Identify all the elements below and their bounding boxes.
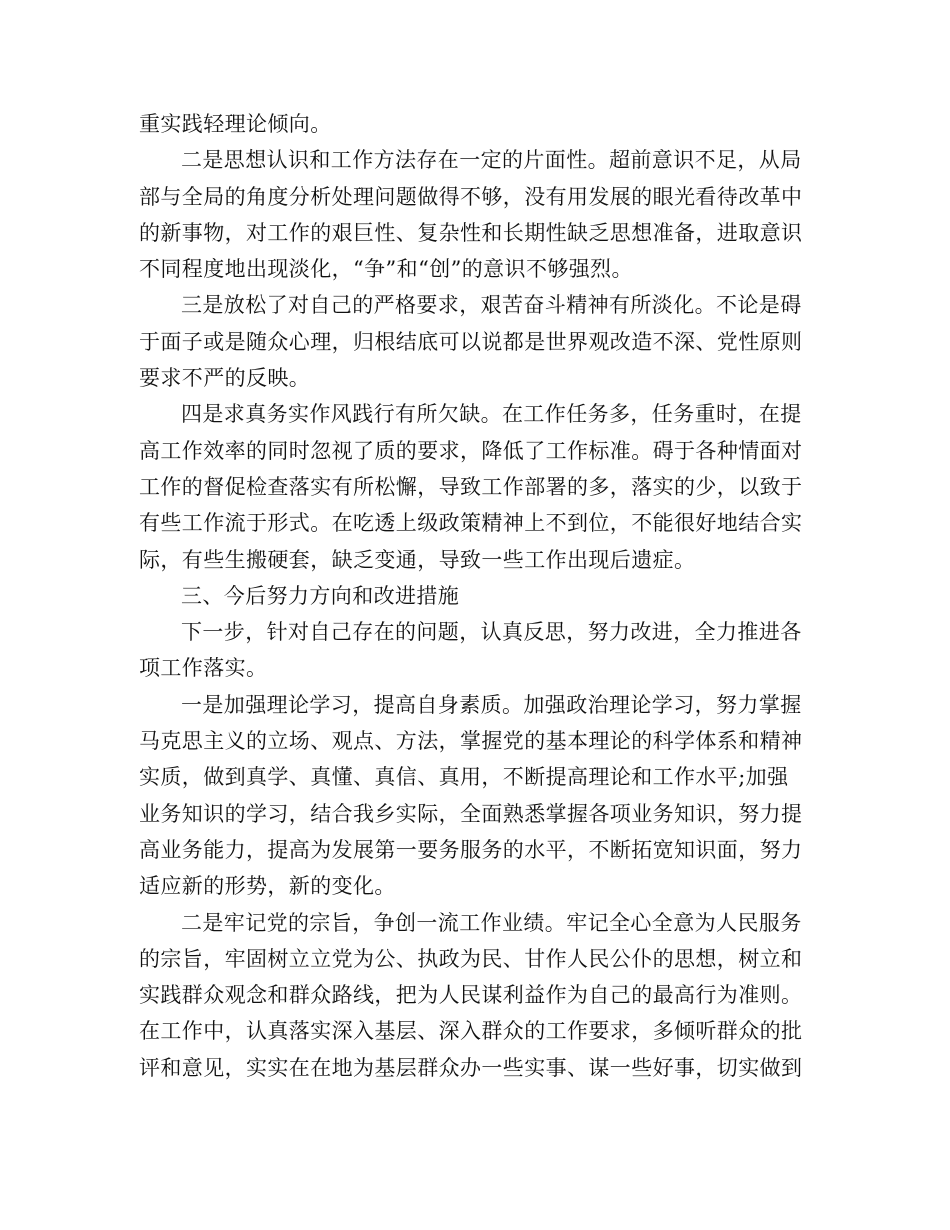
text-line: 四是求真务实作风践行有所欠缺。在工作任务多，任务重时，在提 <box>181 402 802 427</box>
text-line: 评和意见，实实在在地为基层群众办一些实事、谋一些好事，切实做到 <box>139 1055 803 1080</box>
text-line: 适应新的形势，新的变化。 <box>139 874 396 899</box>
text-line: 要求不严的反映。 <box>139 366 311 391</box>
document-body <box>139 106 819 1086</box>
text-line: 的新事物，对工作的艰巨性、复杂性和长期性缺乏思想准备，进取意识 <box>139 220 803 245</box>
text-line: 于面子或是随众心理，归根结底可以说都是世界观改造不深、党性原则 <box>139 329 803 354</box>
text-line: 下一步，针对自己存在的问题，认真反思，努力改进，全力推进各 <box>181 620 802 645</box>
text-line: 有些工作流于形式。在吃透上级政策精神上不到位，不能很好地结合实 <box>139 511 803 536</box>
text-line: 三、今后努力方向和改进措施 <box>181 583 460 608</box>
text-line: 际，有些生搬硬套，缺乏变通，导致一些工作出现后遗症。 <box>139 547 696 572</box>
text-line: 实质，做到真学、真懂、真信、真用，不断提高理论和工作水平;加强 <box>139 765 789 790</box>
text-line: 工作的督促检查落实有所松懈，导致工作部署的多，落实的少，以致于 <box>139 474 803 499</box>
text-line: 的宗旨，牢固树立立党为公、执政为民、甘作人民公仆的思想，树立和 <box>139 946 803 971</box>
text-line: 不同程度地出现淡化，“争”和“创”的意识不够强烈。 <box>139 257 633 282</box>
text-line: 部与全局的角度分析处理问题做得不够，没有用发展的眼光看待改革中 <box>139 184 803 209</box>
text-line: 高工作效率的同时忽视了质的要求，降低了工作标准。碍于各种情面对 <box>139 438 803 463</box>
text-line: 实践群众观念和群众路线，把为人民谋利益作为自己的最高行为准则。 <box>139 983 803 1008</box>
text-line: 二是思想认识和工作方法存在一定的片面性。超前意识不足，从局 <box>181 148 802 173</box>
text-line: 马克思主义的立场、观点、方法，掌握党的基本理论的科学体系和精神 <box>139 729 803 754</box>
text-line: 业务知识的学习，结合我乡实际，全面熟悉掌握各项业务知识，努力提 <box>139 801 803 826</box>
text-line: 在工作中，认真落实深入基层、深入群众的工作要求，多倾听群众的批 <box>139 1019 803 1044</box>
text-line: 重实践轻理论倾向。 <box>139 112 332 136</box>
text-line: 三是放松了对自己的严格要求，艰苦奋斗精神有所淡化。不论是碍 <box>181 293 802 318</box>
text-line: 一是加强理论学习，提高自身素质。加强政治理论学习，努力掌握 <box>181 692 802 717</box>
text-line: 二是牢记党的宗旨，争创一流工作业绩。牢记全心全意为人民服务 <box>181 910 802 935</box>
text-line: 项工作落实。 <box>139 656 268 681</box>
text-line: 高业务能力，提高为发展第一要务服务的水平，不断拓宽知识面，努力 <box>139 837 803 862</box>
